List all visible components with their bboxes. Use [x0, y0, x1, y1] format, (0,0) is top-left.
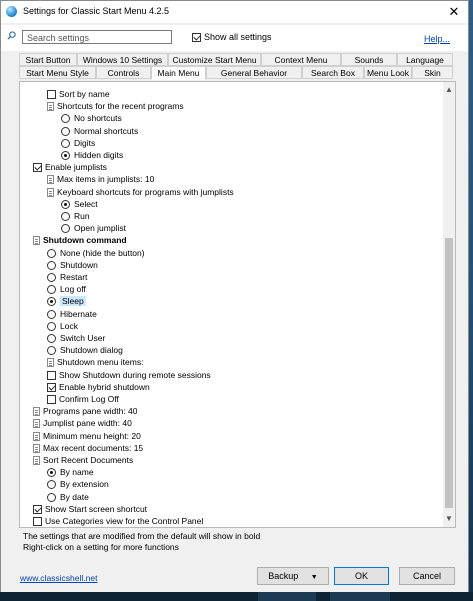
- setting-row[interactable]: [47, 308, 97, 320]
- tab-skin[interactable]: Skin: [412, 66, 453, 79]
- tab-customize-start-menu[interactable]: Customize Start Menu: [168, 53, 261, 66]
- show-all-label: Show all settings: [204, 32, 272, 42]
- tab-language[interactable]: Language: [397, 53, 453, 66]
- setting-row[interactable]: [33, 234, 127, 246]
- setting-row[interactable]: [47, 466, 94, 478]
- setting-row[interactable]: [47, 491, 89, 503]
- radio-icon[interactable]: [61, 200, 70, 209]
- radio-icon[interactable]: [47, 334, 56, 343]
- tab-windows-10-settings[interactable]: Windows 10 Settings: [77, 53, 168, 66]
- tab-sounds[interactable]: Sounds: [341, 53, 397, 66]
- radio-icon[interactable]: [61, 127, 70, 136]
- setting-row[interactable]: [33, 454, 133, 466]
- setting-row[interactable]: [47, 393, 119, 405]
- document-icon: [47, 358, 54, 367]
- radio-icon[interactable]: [47, 468, 56, 477]
- radio-icon[interactable]: [47, 261, 56, 270]
- radio-icon[interactable]: [47, 493, 56, 502]
- cancel-button[interactable]: Cancel: [399, 567, 455, 585]
- setting-row[interactable]: [47, 356, 143, 368]
- note-bold: The settings that are modified from the default will show in bold: [23, 531, 261, 541]
- setting-row[interactable]: [47, 283, 86, 295]
- setting-row[interactable]: [47, 271, 87, 283]
- classicshell-link[interactable]: www.classicshell.net: [20, 573, 98, 583]
- checkbox-icon[interactable]: [47, 383, 56, 392]
- document-icon: [47, 188, 54, 197]
- setting-label: No shortcuts: [74, 113, 122, 124]
- setting-row[interactable]: [33, 515, 203, 527]
- tab-start-menu-style[interactable]: Start Menu Style: [19, 66, 96, 79]
- setting-row[interactable]: [47, 332, 105, 344]
- settings-tree: [19, 81, 456, 528]
- radio-icon[interactable]: [47, 346, 56, 355]
- setting-label: Sort by name: [59, 89, 110, 99]
- scroll-down-icon[interactable]: ▼: [445, 514, 453, 523]
- checkbox-icon[interactable]: [33, 163, 42, 172]
- setting-label: Minimum menu height: 20: [43, 430, 141, 441]
- setting-row[interactable]: [47, 259, 98, 271]
- footer: [1, 556, 468, 592]
- setting-row[interactable]: [47, 369, 211, 381]
- radio-icon[interactable]: [61, 212, 70, 221]
- setting-label: Confirm Log Off: [59, 394, 119, 404]
- tab-main-menu[interactable]: Main Menu: [151, 66, 206, 80]
- setting-label: Show Shutdown during remote sessions: [59, 369, 211, 380]
- setting-label: Sleep: [62, 296, 84, 307]
- setting-row[interactable]: [61, 125, 138, 137]
- setting-label: Max items in jumplists: 10: [57, 174, 155, 185]
- setting-label: Show Start screen shortcut: [45, 503, 148, 514]
- setting-label: Hidden digits: [74, 150, 124, 160]
- setting-row[interactable]: [47, 295, 86, 307]
- setting-row[interactable]: [61, 198, 98, 210]
- setting-label: Log off: [60, 284, 86, 295]
- search-row: [1, 25, 468, 51]
- document-icon: [33, 419, 40, 428]
- setting-label: Max recent documents: 15: [43, 442, 144, 453]
- setting-label: Use Categories view for the Control Panel: [45, 516, 204, 526]
- tab-general-behavior[interactable]: General Behavior: [206, 66, 302, 79]
- setting-row[interactable]: [47, 186, 234, 198]
- tab-search-box[interactable]: Search Box: [302, 66, 364, 79]
- vertical-scrollbar[interactable]: [443, 82, 455, 527]
- tab-controls[interactable]: Controls: [96, 66, 151, 79]
- document-icon: [33, 456, 40, 465]
- taskbar-item[interactable]: [258, 592, 316, 601]
- setting-row[interactable]: [33, 405, 138, 417]
- checkbox-icon[interactable]: [47, 395, 56, 404]
- document-icon: [33, 236, 40, 245]
- tab-context-menu[interactable]: Context Menu: [261, 53, 341, 66]
- radio-icon[interactable]: [61, 151, 70, 160]
- setting-label: Shortcuts for the recent programs: [57, 101, 184, 112]
- setting-label: Shutdown dialog: [60, 345, 123, 356]
- setting-row[interactable]: [33, 442, 143, 454]
- radio-icon[interactable]: [47, 297, 56, 306]
- search-icon: [7, 31, 16, 40]
- setting-row[interactable]: [33, 161, 107, 173]
- setting-label: Sort Recent Documents: [43, 455, 134, 465]
- search-input[interactable]: Search settings: [22, 30, 172, 44]
- setting-label: By extension: [60, 479, 109, 490]
- setting-row[interactable]: [33, 417, 132, 429]
- setting-label: Hibernate: [60, 308, 97, 319]
- help-link[interactable]: Help...: [423, 34, 450, 44]
- setting-label: Open jumplist: [74, 223, 126, 234]
- ok-button[interactable]: OK: [334, 567, 389, 585]
- setting-row[interactable]: [61, 149, 123, 161]
- setting-row[interactable]: [47, 381, 150, 393]
- setting-label: Switch User: [60, 333, 106, 343]
- classic-shell-icon: [6, 6, 17, 17]
- setting-label: Shutdown menu items:: [57, 357, 144, 368]
- radio-icon[interactable]: [61, 224, 70, 233]
- taskbar-item[interactable]: [330, 592, 390, 601]
- setting-label: Digits: [74, 137, 96, 148]
- setting-label: Shutdown command: [43, 235, 127, 246]
- setting-row[interactable]: [47, 173, 154, 185]
- setting-label: Keyboard shortcuts for programs with jumplists: [57, 186, 234, 197]
- document-icon: [33, 444, 40, 453]
- setting-row[interactable]: [33, 430, 141, 442]
- setting-row[interactable]: [61, 222, 126, 234]
- checkbox-icon[interactable]: [47, 371, 56, 380]
- show-all-settings-checkbox[interactable]: [192, 32, 272, 42]
- backup-button[interactable]: [257, 567, 329, 585]
- radio-icon[interactable]: [61, 139, 70, 148]
- scroll-thumb[interactable]: [445, 238, 453, 508]
- setting-row[interactable]: [47, 478, 109, 490]
- radio-icon[interactable]: [47, 480, 56, 489]
- checkbox-icon[interactable]: [33, 505, 42, 514]
- setting-row[interactable]: [33, 503, 147, 515]
- setting-row[interactable]: [47, 320, 78, 332]
- setting-row[interactable]: [61, 210, 90, 222]
- close-button[interactable]: ✕: [448, 4, 460, 19]
- setting-label: Select: [74, 198, 98, 209]
- document-icon: [47, 175, 54, 184]
- radio-icon[interactable]: [47, 285, 56, 294]
- setting-label: By date: [60, 491, 89, 502]
- title-bar: [1, 1, 468, 23]
- radio-icon[interactable]: [47, 322, 56, 331]
- setting-label: Programs pane width: 40: [43, 406, 138, 417]
- checkbox-icon: [192, 33, 201, 42]
- document-icon: [33, 407, 40, 416]
- setting-label: Enable jumplists: [45, 162, 107, 173]
- setting-label: None (hide the button): [60, 247, 145, 258]
- backup-label: Backup: [268, 571, 299, 581]
- scroll-up-icon[interactable]: ▲: [445, 85, 453, 94]
- checkbox-icon[interactable]: [33, 517, 42, 526]
- window-title: Settings for Classic Start Menu 4.2.5: [23, 6, 170, 16]
- tab-menu-look[interactable]: Menu Look: [364, 66, 412, 79]
- setting-row[interactable]: [47, 247, 145, 259]
- setting-row[interactable]: [47, 88, 110, 100]
- setting-label: Enable hybrid shutdown: [59, 381, 150, 392]
- setting-label: Run: [74, 211, 90, 221]
- setting-label: By name: [60, 467, 94, 478]
- radio-icon[interactable]: [61, 114, 70, 123]
- setting-label: Jumplist pane width: 40: [43, 418, 132, 429]
- radio-icon[interactable]: [47, 273, 56, 282]
- setting-row[interactable]: [47, 100, 184, 112]
- note-right-click: Right-click on a setting for more functions: [23, 542, 179, 552]
- document-icon: [33, 432, 40, 441]
- setting-row[interactable]: [47, 344, 123, 356]
- setting-row[interactable]: [61, 112, 122, 124]
- radio-icon[interactable]: [47, 310, 56, 319]
- document-icon: [47, 102, 54, 111]
- taskbar: [0, 592, 473, 601]
- setting-label: Lock: [60, 320, 78, 331]
- setting-label: Restart: [60, 272, 88, 282]
- setting-row[interactable]: [61, 137, 95, 149]
- radio-icon[interactable]: [47, 249, 56, 258]
- checkbox-icon[interactable]: [47, 90, 56, 99]
- setting-label: Normal shortcuts: [74, 125, 139, 136]
- setting-label: Shutdown: [60, 259, 98, 270]
- tab-start-button[interactable]: Start Button: [19, 53, 77, 66]
- dropdown-arrow-icon: ▼: [310, 574, 318, 581]
